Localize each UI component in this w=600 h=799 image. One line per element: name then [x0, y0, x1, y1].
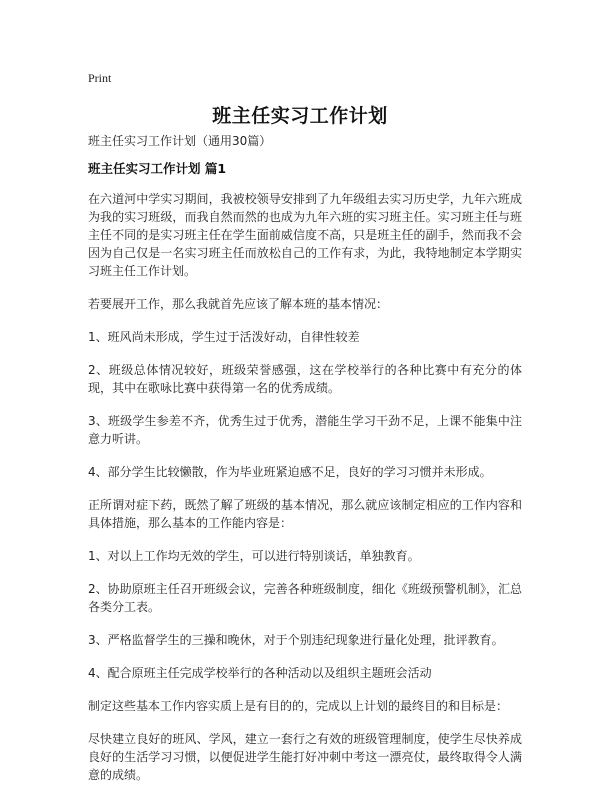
paragraph-work-1: 1、对以上工作均无效的学生，可以进行特别谈话，单独教育。 — [88, 549, 420, 563]
paragraph-situation-4: 4、部分学生比较懒散，作为毕业班紧迫感不足，良好的学习习惯并未形成。 — [88, 465, 492, 479]
paragraph-goal-lead: 制定这些基本工作内容实质上是有目的的，完成以上计划的最终目的和目标是： — [88, 699, 509, 713]
print-link[interactable]: Print — [88, 71, 112, 85]
document-title: 班主任实习工作计划 — [212, 105, 388, 127]
paragraph-situation-3: 3、班级学生参差不齐，优秀生过于优秀，潜能生学习干劲不足，上课不能集中注意力听讲。 — [88, 414, 522, 446]
paragraph-goal: 尽快建立良好的班风、学风，建立一套行之有效的班级管理制度，使学生尽快养成良好的生活学习习惯，以便促进学生能打好冲刺中考这一漂亮仗，最终取得令人满意的成绩。 — [88, 732, 522, 782]
document-body — [88, 132, 522, 799]
paragraph-situation-2: 2、班级总体情况较好，班级荣誉感强，这在学校举行的各种比赛中有充分的体现，其中在歌咏比赛中获得第一名的优秀成绩。 — [88, 363, 522, 395]
paragraph-situation-lead: 若要展开工作，那么我就首先应该了解本班的基本情况： — [88, 297, 389, 311]
document-subtitle: 班主任实习工作计划（通用30篇） — [88, 134, 272, 148]
paragraph-work-lead: 正所谓对症下药，既然了解了班级的基本情况，那么就应该制定相应的工作内容和具体措施，那么基本的工作能内容是： — [88, 498, 522, 530]
paragraph-intro: 在六道河中学实习期间，我被校领导安排到了九年级组去实习历史学，九年六班成为我的实习班级，而我自然而然的也成为九年六班的实习班主任。实习班主任与班主任不同的是实习班主任在学生面前威信度不高，只是班主任的副手，然而我不会因为自己仅是一名实习班主任而放松自己的工作有求，为此，我特地制定本学期实习班主任工作计划。 — [88, 192, 522, 278]
paragraph-work-2: 2、协助原班主任召开班级会议，完善各种班级制度，细化《班级预警机制》，汇总各类分工表。 — [88, 582, 522, 614]
paragraph-work-3: 3、严格监督学生的三操和晚休，对于个别违纪现象进行量化处理，批评教育。 — [88, 633, 504, 647]
paragraph-work-4: 4、配合原班主任完成学校举行的各种活动以及组织主题班会活动 — [88, 666, 432, 680]
section-heading: 班主任实习工作计划 篇1 — [88, 161, 227, 176]
paragraph-situation-1: 1、班风尚未形成，学生过于活泼好动，自律性较差 — [88, 330, 360, 344]
